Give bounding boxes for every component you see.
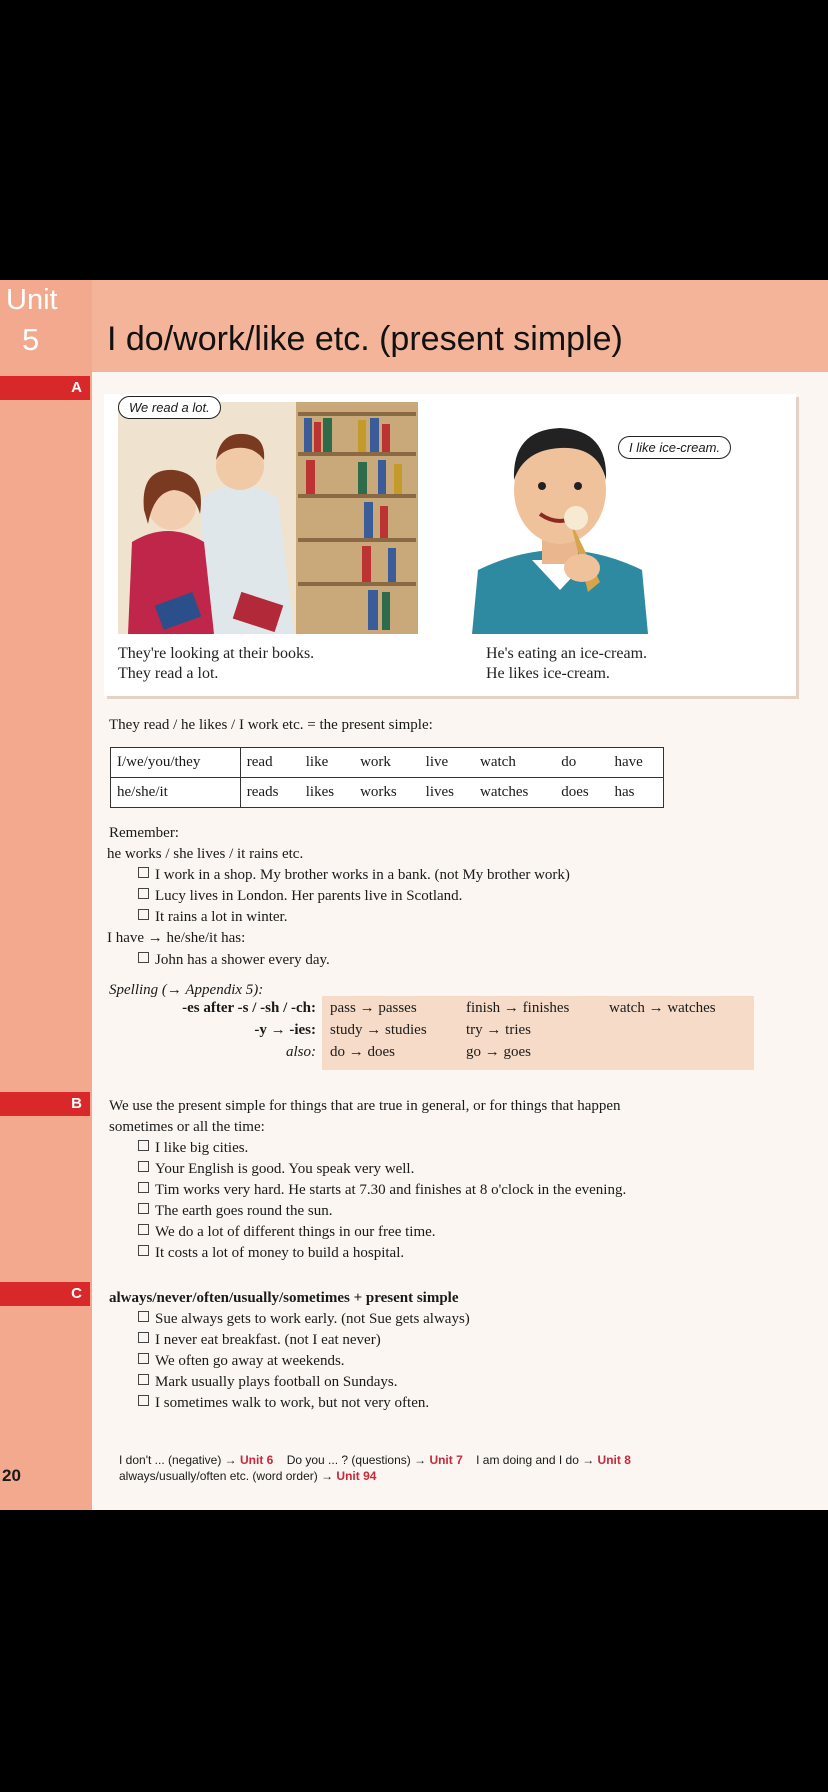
section-b-intro-line1: We use the present simple for things that are true in general, or for things that happen bbox=[109, 1098, 621, 1114]
spelling-item: do → does bbox=[330, 1044, 395, 1060]
caption-right-line1: He's eating an ice-cream. bbox=[486, 645, 648, 662]
couple-with-books-picture bbox=[118, 402, 418, 634]
unit-number: 5 bbox=[22, 322, 40, 357]
have-rule: I have → he/she/it has: bbox=[107, 930, 246, 946]
table-cell: I/we/you/they bbox=[111, 748, 241, 778]
unit-label: Unit bbox=[6, 284, 58, 316]
present-simple-intro: They read / he likes / I work etc. = the present simple: bbox=[109, 717, 433, 733]
table-cell: watch bbox=[474, 748, 555, 778]
list-item: Sue always gets to work early. (not Sue gets always) bbox=[138, 1309, 470, 1330]
table-row bbox=[111, 778, 664, 808]
list-item: Lucy lives in London. Her parents live in Scotland. bbox=[138, 886, 462, 907]
table-cell: live bbox=[420, 748, 474, 778]
spelling-item: try → tries bbox=[466, 1022, 531, 1038]
unit-7-link[interactable]: Unit 7 bbox=[429, 1453, 463, 1467]
checkbox-square-icon bbox=[138, 1395, 149, 1406]
page-number: 20 bbox=[2, 1466, 21, 1485]
footer-crossref-line1: I don't ... (negative) → Unit 6 Do you ... ? (questions) → Unit 7 I am doing and I do → Unit 8 bbox=[119, 1453, 631, 1467]
list-item: Tim works very hard. He starts at 7.30 and finishes at 8 o'clock in the evening. bbox=[138, 1180, 626, 1201]
caption-left bbox=[118, 644, 314, 684]
checkbox-square-icon bbox=[138, 1224, 149, 1235]
checkbox-square-icon bbox=[138, 1161, 149, 1172]
textbook-page bbox=[0, 280, 828, 1510]
spelling-rule-also: also: bbox=[286, 1044, 316, 1060]
caption-left-line2: They read a lot. bbox=[118, 665, 219, 682]
list-item: Mark usually plays football on Sundays. bbox=[138, 1372, 397, 1393]
list-item: We often go away at weekends. bbox=[138, 1351, 345, 1372]
spelling-rule-ies: -y → -ies: bbox=[254, 1022, 316, 1038]
table-cell: he/she/it bbox=[111, 778, 241, 808]
checkbox-square-icon bbox=[138, 952, 149, 963]
table-cell: work bbox=[354, 748, 420, 778]
table-cell: works bbox=[354, 778, 420, 808]
remember-rule: he works / she lives / it rains etc. bbox=[107, 846, 304, 862]
list-item: Your English is good. You speak very well. bbox=[138, 1159, 414, 1180]
section-c-intro: always/never/often/usually/sometimes + present simple bbox=[109, 1290, 459, 1306]
list-item: I like big cities. bbox=[138, 1138, 248, 1159]
checkbox-square-icon bbox=[138, 1245, 149, 1256]
checkbox-square-icon bbox=[138, 1374, 149, 1385]
section-a-tab: A bbox=[0, 376, 90, 400]
list-item: We do a lot of different things in our free time. bbox=[138, 1222, 436, 1243]
spelling-item: pass → passes bbox=[330, 1000, 417, 1016]
section-b-tab: B bbox=[0, 1092, 90, 1116]
conjugation-table bbox=[110, 747, 664, 808]
checkbox-square-icon bbox=[138, 888, 149, 899]
left-sidebar bbox=[0, 280, 92, 1510]
remember-heading: Remember: bbox=[109, 825, 179, 841]
table-cell: does bbox=[555, 778, 608, 808]
illustration-panel bbox=[104, 394, 796, 696]
table-cell: has bbox=[608, 778, 663, 808]
spelling-item: study → studies bbox=[330, 1022, 427, 1038]
unit-8-link[interactable]: Unit 8 bbox=[597, 1453, 631, 1467]
list-item: I sometimes walk to work, but not very often. bbox=[138, 1393, 429, 1414]
spelling-item: finish → finishes bbox=[466, 1000, 570, 1016]
spelling-rule-es: -es after -s / -sh / -ch: bbox=[182, 1000, 316, 1016]
section-b-intro-line2: sometimes or all the time: bbox=[109, 1119, 265, 1135]
checkbox-square-icon bbox=[138, 1332, 149, 1343]
checkbox-square-icon bbox=[138, 1353, 149, 1364]
list-item: I never eat breakfast. (not I eat never) bbox=[138, 1330, 381, 1351]
list-item: I work in a shop. My brother works in a bank. (not My brother work) bbox=[138, 865, 570, 886]
checkbox-square-icon bbox=[138, 1311, 149, 1322]
list-item: The earth goes round the sun. bbox=[138, 1201, 332, 1222]
section-c-tab: C bbox=[0, 1282, 90, 1306]
spelling-item: watch → watches bbox=[609, 1000, 716, 1016]
unit-94-link[interactable]: Unit 94 bbox=[336, 1469, 377, 1483]
checkbox-square-icon bbox=[138, 1182, 149, 1193]
caption-right-line2: He likes ice-cream. bbox=[486, 665, 610, 682]
list-item: John has a shower every day. bbox=[138, 950, 330, 971]
checkbox-square-icon bbox=[138, 867, 149, 878]
spelling-item: go → goes bbox=[466, 1044, 531, 1060]
speech-bubble-left: We read a lot. bbox=[118, 396, 221, 419]
checkbox-square-icon bbox=[138, 909, 149, 920]
table-cell: watches bbox=[474, 778, 555, 808]
table-row bbox=[111, 748, 664, 778]
page-title: I do/work/like etc. (present simple) bbox=[107, 320, 623, 358]
checkbox-square-icon bbox=[138, 1140, 149, 1151]
table-cell: do bbox=[555, 748, 608, 778]
table-cell: have bbox=[608, 748, 663, 778]
table-cell: reads bbox=[240, 778, 299, 808]
unit-6-link[interactable]: Unit 6 bbox=[240, 1453, 274, 1467]
caption-right bbox=[486, 644, 647, 684]
list-item: It rains a lot in winter. bbox=[138, 907, 287, 928]
caption-left-line1: They're looking at their books. bbox=[118, 645, 315, 662]
table-cell: read bbox=[240, 748, 299, 778]
checkbox-square-icon bbox=[138, 1203, 149, 1214]
speech-bubble-right: I like ice-cream. bbox=[618, 436, 731, 459]
list-item: It costs a lot of money to build a hospital. bbox=[138, 1243, 404, 1264]
table-cell: likes bbox=[300, 778, 354, 808]
footer-crossref-line2: always/usually/often etc. (word order) → Unit 94 bbox=[119, 1469, 377, 1483]
table-cell: lives bbox=[420, 778, 474, 808]
table-cell: like bbox=[300, 748, 354, 778]
spelling-heading: Spelling (→ Appendix 5): bbox=[109, 982, 264, 998]
